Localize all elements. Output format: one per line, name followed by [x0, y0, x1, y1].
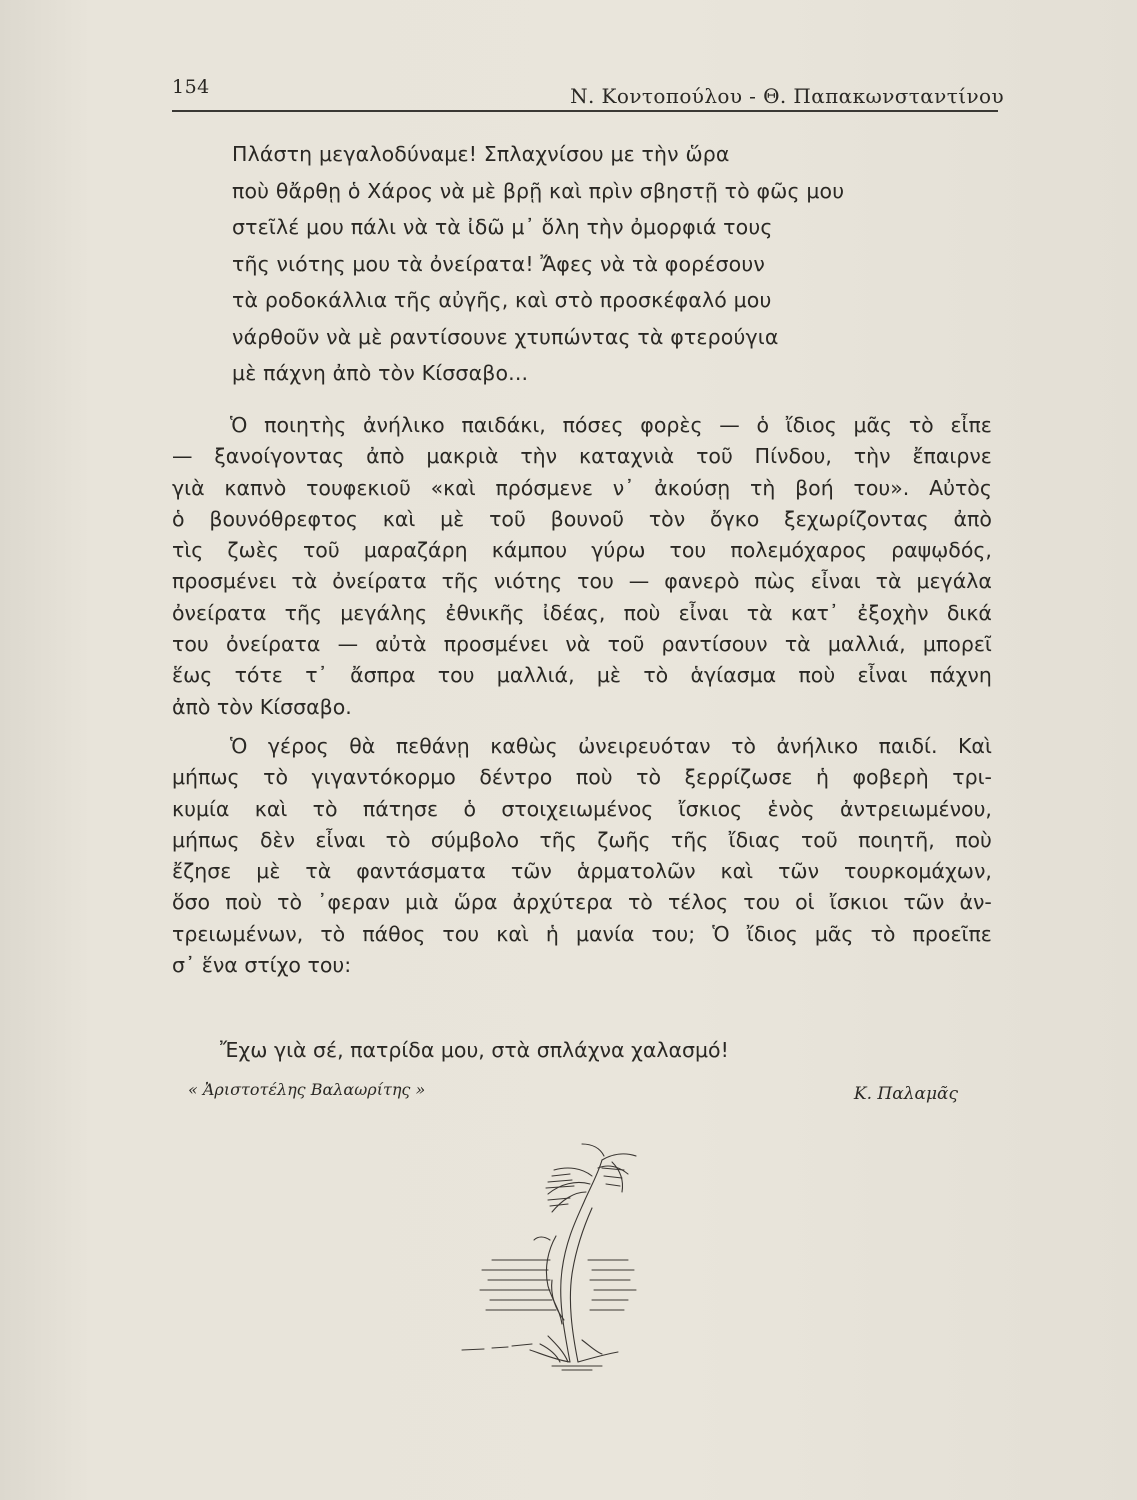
verse-line: τῆς νιότης μου τὰ ὀνείρατα! Ἄφες νὰ τὰ φορέσουν [232, 251, 765, 276]
verse-line: νάρθοῦν νὰ μὲ ραντίσουνε χτυπώντας τὰ φτερούγια [232, 324, 779, 349]
running-header [172, 74, 1004, 112]
verse-quotation [232, 136, 992, 392]
paragraph-2 [172, 731, 992, 981]
text-line: ἕως τότε τ᾽ ἄσπρα του μαλλιά, μὲ τὸ ἁγίασμα ποὺ εἶναι πάχνη [172, 663, 992, 688]
page-number: 154 [172, 76, 210, 98]
text-line: — ξανοίγοντας ἀπὸ μακριὰ τὴν καταχνιὰ τοῦ Πίνδου, τὴν ἔπαιρνε [172, 444, 992, 469]
verse-line: ποὺ θἄρθῃ ὁ Χάρος νὰ μὲ βρῇ καὶ πρὶν σβηστῇ τὸ φῶς μου [232, 178, 845, 203]
text-line: τρειωμένων, τὸ πάθος του καὶ ἡ μανία του; Ὁ ἴδιος μᾶς τὸ προεῖπε [172, 921, 992, 946]
verse-line: μὲ πάχνη ἀπὸ τὸν Κίσσαβο... [232, 361, 529, 385]
body-text [172, 410, 992, 981]
text-line: ὀνείρατα τῆς μεγάλης ἐθνικῆς ἰδέας, ποὺ εἶναι τὰ κατ᾽ ἐξοχὴν δικά [172, 600, 992, 625]
attribution-author: Κ. Παλαμᾶς [853, 1084, 958, 1104]
text-line: τὶς ζωὲς τοῦ μαραζάρη κάμπου γύρω του πολεμόχαρος ραψῳδός, [172, 538, 992, 563]
text-line: κυμία καὶ τὸ πάτησε ὁ στοιχειωμένος ἴσκιος ἑνὸς ἀντρειωμένου, [172, 796, 992, 821]
quoted-verse: Ἔχω γιὰ σέ, πατρίδα μου, στὰ σπλάχνα χαλασμό! [220, 1038, 729, 1062]
verse-line: τὰ ροδοκάλλια τῆς αὐγῆς, καὶ στὸ προσκέφαλό μου [232, 288, 772, 312]
text-line: σ᾽ ἕνα στίχο του: [172, 953, 352, 978]
text-line: μήπως τὸ γιγαντόκορμο δέντρο ποὺ τὸ ξερρίζωσε ἡ φοβερὴ τρι- [172, 765, 992, 790]
text-line: Ὁ ποιητὴς ἀνήλικο παιδάκι, πόσες φορὲς — ὁ ἴδιος μᾶς τὸ εἶπε [230, 413, 992, 437]
paragraph-1 [172, 410, 992, 723]
text-line: προσμένει τὰ ὀνείρατα τῆς νιότης του — φανερὸ πὼς εἶναι τὰ μεγάλα [172, 569, 992, 594]
text-line: μήπως δὲν εἶναι τὸ σύμβολο τῆς ζωῆς τῆς ἴδιας τοῦ ποιητῆ, ποὺ [172, 827, 992, 852]
tree-illustration-icon [452, 1140, 640, 1372]
text-line: ἀπὸ τὸν Κίσσαβο. [172, 694, 352, 719]
attribution-source: « Ἀριστοτέλης Βαλαωρίτης » [188, 1080, 426, 1099]
text-line: ὁ βουνόθρεφτος καὶ μὲ τοῦ βουνοῦ τὸν ὄγκο ξεχωρίζοντας ἀπὸ [172, 506, 992, 531]
header-authors: Ν. Κοντοπούλου - Θ. Παπακωνσταντίνου [570, 84, 1004, 108]
text-line: του ὀνείρατα — αὐτὰ προσμένει νὰ τοῦ ραντίσουν τὰ μαλλιά, μπορεῖ [172, 632, 992, 657]
verse-line: στεῖλέ μου πάλι νὰ τὰ ἰδῶ μ᾽ ὅλη τὴν ὀμορφιά τους [232, 215, 773, 239]
text-line: ὅσο ποὺ τὸ ᾽φεραν μιὰ ὥρα ἀρχύτερα τὸ τέλος του οἱ ἴσκιοι τῶν ἀν- [172, 890, 992, 915]
text-line: Ὁ γέρος θὰ πεθάνῃ καθὼς ὠνειρευόταν τὸ ἀνήλικο παιδί. Καὶ [230, 733, 992, 758]
text-line: ἔζησε μὲ τὰ φαντάσματα τῶν ἁρματολῶν καὶ τῶν τουρκομάχων, [172, 859, 992, 884]
text-line: γιὰ καπνὸ τουφεκιοῦ «καὶ πρόσμενε ν᾽ ἀκούσῃ τὴ βοή του». Αὐτὸς [172, 475, 992, 500]
verse-line: Πλάστη μεγαλοδύναμε! Σπλαχνίσου με τὴν ὥρα [232, 142, 730, 166]
